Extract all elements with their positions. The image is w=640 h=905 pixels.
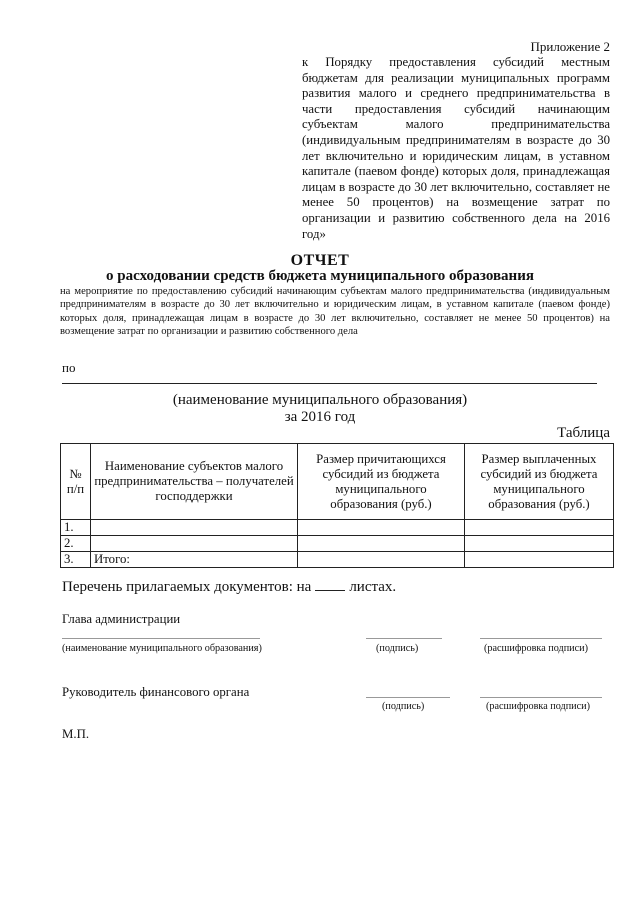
attachments-count-blank bbox=[315, 590, 345, 591]
attachments-prefix: Перечень прилагаемых документов: на bbox=[62, 579, 312, 595]
row-total-label: Итого: bbox=[91, 552, 298, 568]
row-subsidy-due bbox=[298, 520, 465, 536]
table-total-row bbox=[61, 552, 614, 568]
header-subsidy-due: Размер причитающихся субсидий из бюджета муниципального образования (руб.) bbox=[298, 444, 465, 520]
table-row bbox=[61, 520, 614, 536]
stamp-placeholder: М.П. bbox=[62, 727, 90, 741]
table-label: Таблица bbox=[557, 425, 610, 441]
header-number: № п/п bbox=[61, 444, 91, 520]
row-subsidy-due bbox=[298, 536, 465, 552]
municipality-name-hint: (наименование муниципального образования) bbox=[172, 392, 468, 408]
row-number: 3. bbox=[61, 552, 91, 568]
head-admin-signature-hint: (подпись) bbox=[376, 643, 419, 654]
row-subsidy-paid bbox=[465, 520, 614, 536]
attachments-line bbox=[62, 579, 396, 596]
report-table bbox=[60, 443, 614, 568]
row-subsidy-paid bbox=[465, 552, 614, 568]
finance-head-signature-hint: (подпись) bbox=[382, 701, 425, 712]
appendix-title: Приложение 2 bbox=[530, 39, 610, 54]
report-title: ОТЧЕТ bbox=[290, 252, 350, 269]
report-year: за 2016 год bbox=[284, 409, 356, 425]
head-admin-signature-line bbox=[366, 638, 442, 639]
finance-head-decode-hint: (расшифровка подписи) bbox=[486, 701, 590, 712]
appendix-body: к Порядку предоставления субсидий местным бюджетам для реализации муниципальных программ развития малого и среднего предпринимательства в части предоставления субсидий начинающим субъектам малого предпринимательства (индивидуальным предпринимателям в возрасте до 30 лет включительно и юридическим лицам, в уставном капитале (паевом фонде) которых доля, принадлежащая лицам в возрасте до 30 лет включительно, составляет не менее 50 процентов) на возмещение затрат по организации и развитию собственного дела на 2016 год» bbox=[302, 55, 610, 241]
finance-head-role: Руководитель финансового органа bbox=[62, 685, 250, 699]
header-subsidy-paid: Размер выплаченных субсидий из бюджета муниципального образования (руб.) bbox=[465, 444, 614, 520]
table-header-row bbox=[61, 444, 614, 520]
head-admin-name-line bbox=[62, 638, 260, 639]
row-number: 1. bbox=[61, 520, 91, 536]
head-admin-decode-hint: (расшифровка подписи) bbox=[484, 643, 588, 654]
header-subject-name: Наименование субъектов малого предпринимательства – получателей господдержки bbox=[91, 444, 298, 520]
finance-head-decode-line bbox=[480, 697, 602, 698]
row-subject-name bbox=[91, 536, 298, 552]
report-subtitle: о расходовании средств бюджета муниципального образования bbox=[106, 268, 534, 284]
head-admin-name-hint: (наименование муниципального образования) bbox=[62, 643, 262, 654]
row-subsidy-paid bbox=[465, 536, 614, 552]
row-subject-name bbox=[91, 520, 298, 536]
finance-head-signature-line bbox=[366, 697, 450, 698]
row-number: 2. bbox=[61, 536, 91, 552]
attachments-suffix: листах. bbox=[349, 579, 397, 595]
municipality-name-line bbox=[62, 383, 597, 384]
head-admin-decode-line bbox=[480, 638, 602, 639]
report-purpose: на мероприятие по предоставлению субсидий начинающим субъектам малого предпринимательства (индивидуальным предпринимателям в возрасте до 30 лет включительно и юридическим лицам, в уставном капитале (паевом фонде) которых доля, принадлежащая лицам в возрасте до 30 лет включительно, составляет не менее 50 процентов) на возмещение затрат по организации и развитию собственного дела bbox=[60, 286, 610, 338]
po-label: по bbox=[62, 360, 76, 375]
head-admin-role: Глава администрации bbox=[62, 612, 181, 626]
table-row bbox=[61, 536, 614, 552]
row-subsidy-due bbox=[298, 552, 465, 568]
